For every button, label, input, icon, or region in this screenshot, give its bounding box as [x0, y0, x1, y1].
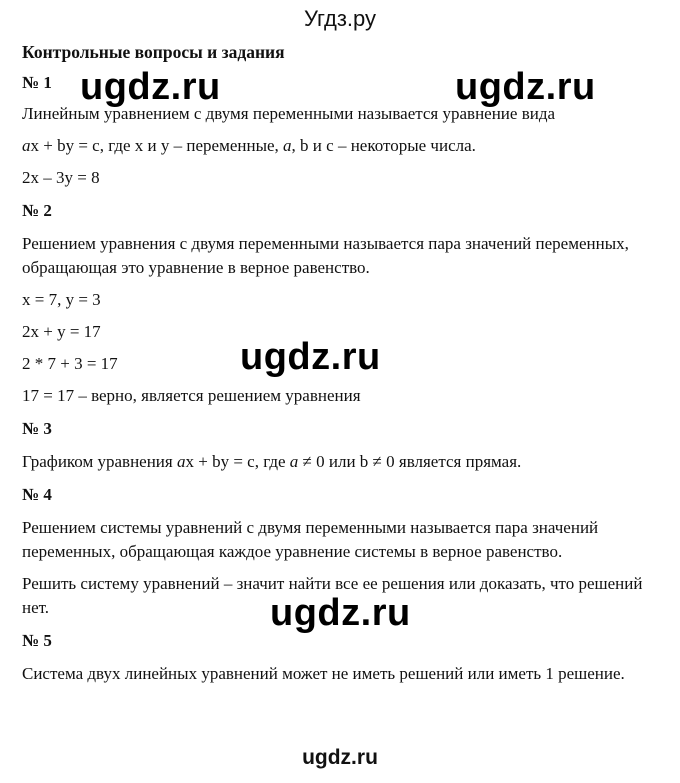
q1-equation-form: ax + by = c, где x и y – переменные, a, b и c – некоторые числа.	[22, 136, 476, 155]
var-a: a	[22, 136, 31, 155]
footer-watermark: ugdz.ru	[302, 746, 378, 769]
section-heading: Контрольные вопросы и задания	[22, 42, 285, 62]
q2-conclusion: 17 = 17 – верно, является решением уравнения	[22, 386, 361, 405]
q2-equation: 2x + y = 17	[22, 322, 101, 341]
watermark: ugdz.ru	[80, 66, 221, 108]
var-a: a	[176, 452, 186, 471]
watermark: ugdz.ru	[270, 592, 411, 634]
watermark: ugdz.ru	[455, 66, 596, 108]
question-number-1: № 1	[22, 73, 52, 92]
q4-solve-meaning: Решить систему уравнений – значит найти все ее решения или доказать, что решений нет.	[22, 574, 643, 617]
var-a: a	[289, 452, 299, 471]
question-number-4: № 4	[22, 485, 52, 504]
question-number-3: № 3	[22, 419, 52, 438]
question-number-2: № 2	[22, 201, 52, 220]
q4-definition: Решением системы уравнений с двумя переменными называется пара значений переменных, обращающая каждое уравнение системы в верное равенство.	[22, 518, 599, 561]
q1-example: 2x – 3y = 8	[22, 168, 100, 187]
var-a: a	[283, 136, 292, 155]
q2-substitution: 2 * 7 + 3 = 17	[22, 354, 118, 373]
site-title: Угдз.ру	[303, 6, 377, 31]
q1-definition: Линейным уравнением с двумя переменными называется уравнение вида	[22, 104, 556, 123]
q5-answer: Система двух линейных уравнений может не иметь решений или иметь 1 решение.	[22, 664, 625, 683]
q2-values: x = 7, y = 3	[22, 290, 101, 309]
q3-answer: Графиком уравнения ax + by = c, где a ≠ 0 или b ≠ 0 является прямая.	[22, 452, 522, 471]
q2-definition: Решением уравнения с двумя переменными называется пара значений переменных, обращающая это уравнение в верное равенство.	[22, 234, 629, 277]
question-number-5: № 5	[22, 631, 52, 650]
watermark: ugdz.ru	[240, 336, 381, 378]
